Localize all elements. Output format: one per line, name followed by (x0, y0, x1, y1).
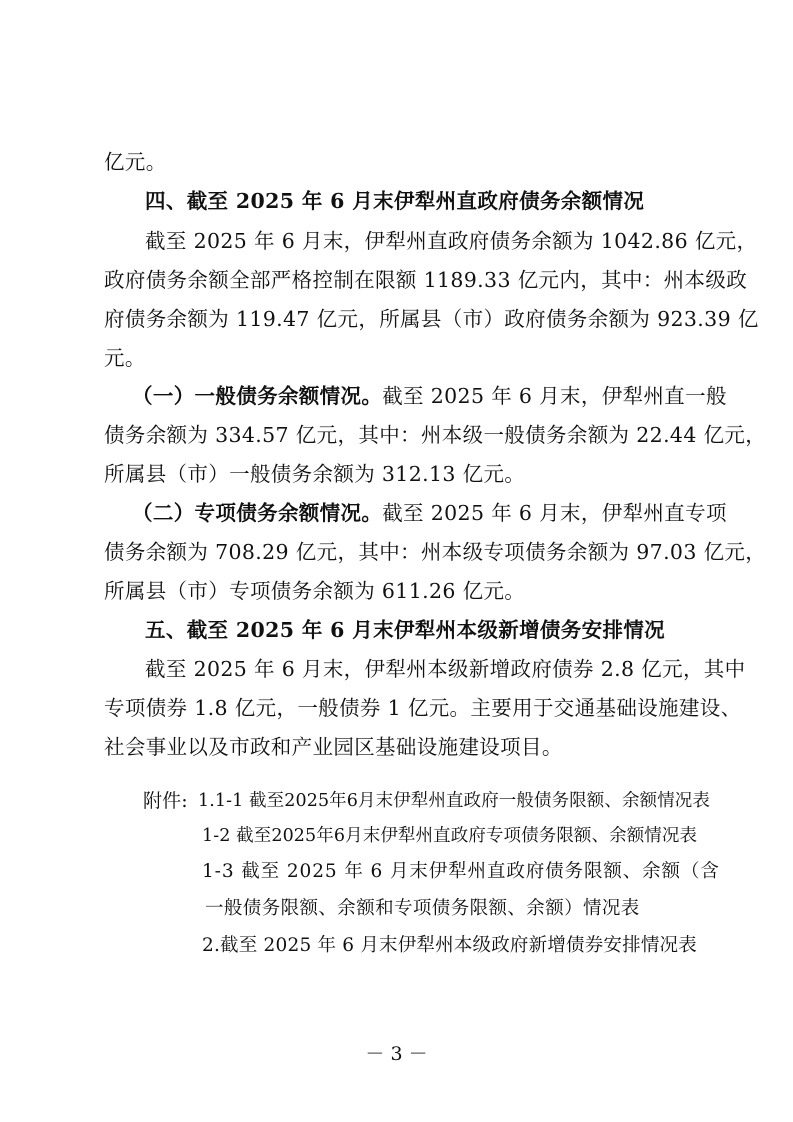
attachment-item: 1-2 截至2025年6月末伊犁州直政府专项债务限额、余额情况表 (202, 826, 698, 846)
attachment-item: 1-3 截至 2025 年 6 月末伊犁州直政府债务限额、余额（含 (202, 861, 720, 882)
paragraph-line: 所属县（市）一般债务余额为 312.13 亿元。 (104, 462, 526, 486)
section-heading: 五、截至 2025 年 6 月末伊犁州本级新增债务安排情况 (145, 618, 666, 642)
attachment-item: 2.截至 2025 年 6 月末伊犁州本级政府新增债券安排情况表 (202, 935, 697, 956)
subsection-heading: （一）一般债务余额情况。 (132, 384, 383, 408)
subsection-heading: （二）专项债务余额情况。 (132, 501, 383, 525)
paragraph-line: 截至 2025 年 6 月末，伊犁州直政府债务余额为 1042.86 亿元， (145, 229, 758, 253)
paragraph-line: 政府债务余额全部严格控制在限额 1189.33 亿元内，其中：州本级政 (104, 268, 748, 292)
subsection-line (132, 381, 727, 411)
paragraph-line: 所属县（市）专项债务余额为 611.26 亿元。 (104, 579, 526, 603)
page-number: － 3 － (365, 1043, 428, 1065)
attachment-item: 1.1-1 截至2025年6月末伊犁州直政府一般债务限额、余额情况表 (198, 791, 711, 811)
paragraph-line: 社会事业以及市政和产业园区基础设施建设项目。 (104, 735, 563, 759)
paragraph-line: 专项债券 1.8 亿元，一般债券 1 亿元。主要用于交通基础设施建设、 (104, 696, 742, 720)
paragraph-line: 债务余额为 334.57 亿元，其中：州本级一般债务余额为 22.44 亿元， (104, 423, 767, 447)
paragraph-line: 债务余额为 708.29 亿元，其中：州本级专项债务余额为 97.03 亿元， (104, 540, 767, 564)
paragraph-line: 府债务余额为 119.47 亿元，所属县（市）政府债务余额为 923.39 亿 (104, 307, 759, 331)
paragraph-line: 截至 2025 年 6 月末，伊犁州本级新增政府债券 2.8 亿元，其中 (145, 657, 746, 681)
attachment-item: 一般债务限额、余额和专项债务限额、余额）情况表 (205, 898, 640, 919)
subsection-text: 截至 2025 年 6 月末，伊犁州直专项 (382, 501, 727, 525)
attachments-label: 附件: (143, 790, 188, 812)
subsection-line (132, 498, 727, 528)
paragraph-line: 亿元。 (104, 150, 167, 174)
paragraph-line: 元。 (104, 346, 146, 370)
section-heading: 四、截至 2025 年 6 月末伊犁州直政府债务余额情况 (145, 189, 645, 213)
subsection-text: 截至 2025 年 6 月末，伊犁州直一般 (382, 384, 727, 408)
